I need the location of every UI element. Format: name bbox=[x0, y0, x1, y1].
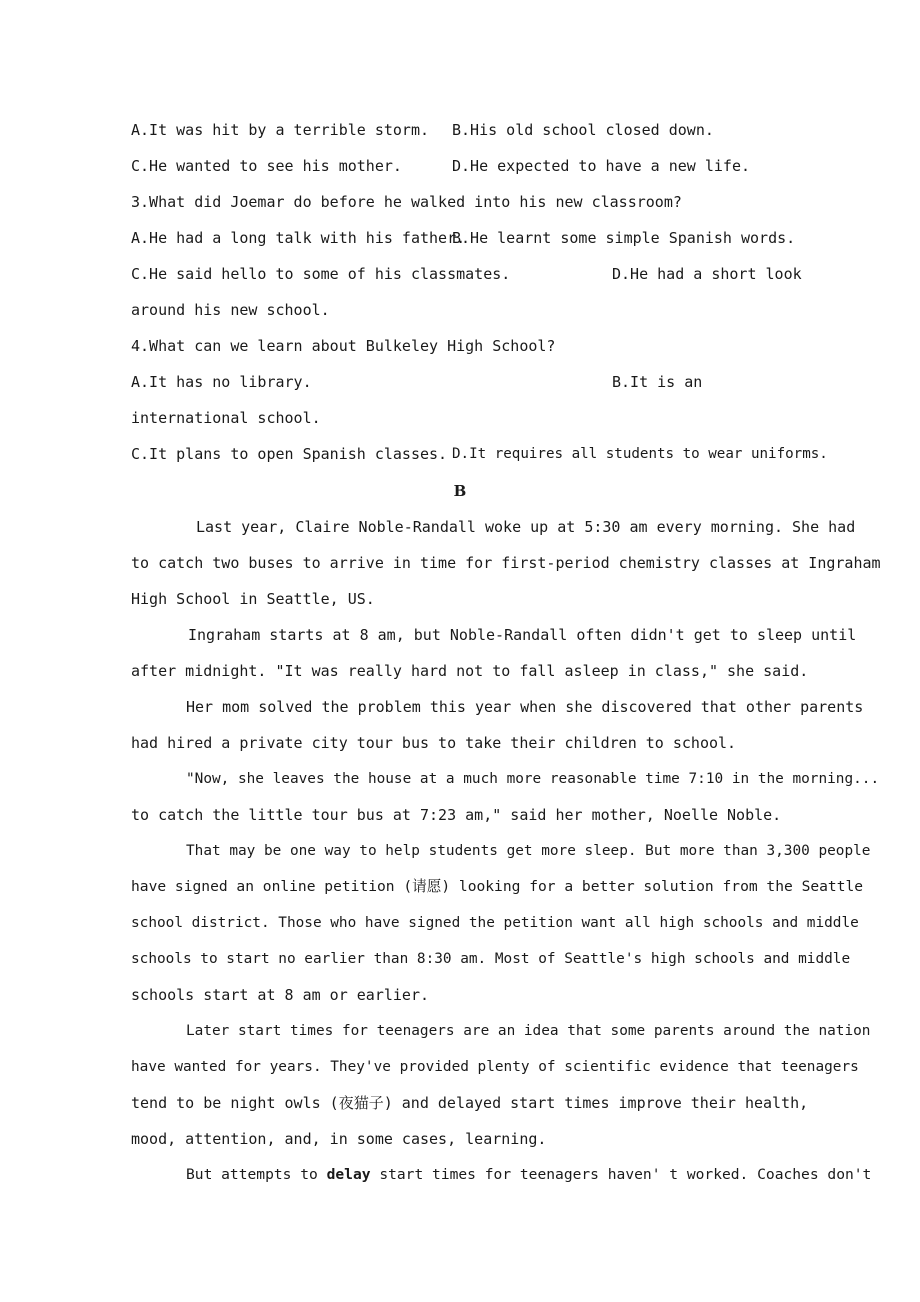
passage-line: Last year, Claire Noble-Randall woke up at 5:30 am every morning. She had bbox=[196, 518, 856, 536]
passage-line: schools to start no earlier than 8:30 am. Most of Seattle's high schools and middle bbox=[131, 951, 851, 967]
q4-option-b: B.It is an bbox=[612, 373, 703, 391]
passage-line: "Now, she leaves the house at a much more reasonable time 7:10 in the morning... bbox=[186, 771, 880, 787]
q4-option-a: A.It has no library. bbox=[131, 373, 312, 391]
q3-option-d-continued: around his new school. bbox=[131, 301, 330, 319]
passage-line: have wanted for years. They've provided plenty of scientific evidence that teenagers bbox=[131, 1059, 859, 1075]
q2-option-b: B.His old school closed down. bbox=[452, 121, 714, 139]
q3-option-b: B.He learnt some simple Spanish words. bbox=[452, 229, 796, 247]
passage-line: school district. Those who have signed the petition want all high schools and middle bbox=[131, 915, 859, 931]
section-heading: B bbox=[453, 482, 467, 500]
q4-option-c: C.It plans to open Spanish classes. bbox=[131, 445, 448, 463]
passage-line-last bbox=[186, 1165, 871, 1185]
passage-line: tend to be night owls (夜猫子) and delayed start times improve their health, bbox=[131, 1094, 809, 1112]
passage-text: But attempts to bbox=[186, 1166, 327, 1183]
passage-line: to catch the little tour bus at 7:23 am," said her mother, Noelle Noble. bbox=[131, 806, 782, 824]
passage-line: have signed an online petition (请愿) looking for a better solution from the Seattle bbox=[131, 878, 864, 895]
passage-line: schools start at 8 am or earlier. bbox=[131, 986, 430, 1004]
passage-line: mood, attention, and, in some cases, learning. bbox=[131, 1130, 547, 1148]
passage-line: Later start times for teenagers are an idea that some parents around the nation bbox=[186, 1023, 871, 1039]
passage-text: start times for teenagers haven' t worked. Coaches don't bbox=[370, 1166, 872, 1183]
q4-option-b-continued: international school. bbox=[131, 409, 321, 427]
highlighted-word-delay: delay bbox=[326, 1166, 371, 1183]
q2-option-a: A.It was hit by a terrible storm. bbox=[131, 121, 430, 139]
q3-question: 3.What did Joemar do before he walked into his new classroom? bbox=[131, 193, 682, 211]
passage-line: Ingraham starts at 8 am, but Noble-Randall often didn't get to sleep until bbox=[188, 626, 857, 644]
passage-line: had hired a private city tour bus to take their children to school. bbox=[131, 734, 737, 752]
q2-option-c: C.He wanted to see his mother. bbox=[131, 157, 402, 175]
q4-question: 4.What can we learn about Bulkeley High School? bbox=[131, 337, 556, 355]
passage-line: That may be one way to help students get more sleep. But more than 3,300 people bbox=[186, 843, 871, 859]
q3-option-c: C.He said hello to some of his classmates. bbox=[131, 265, 511, 283]
passage-line: after midnight. "It was really hard not to fall asleep in class," she said. bbox=[131, 662, 809, 680]
q3-option-d: D.He had a short look bbox=[612, 265, 802, 283]
passage-line: High School in Seattle, US. bbox=[131, 590, 375, 608]
q4-option-d: D.It requires all students to wear uniforms. bbox=[452, 446, 828, 462]
q3-option-a: A.He had a long talk with his father. bbox=[131, 229, 466, 247]
passage-line: to catch two buses to arrive in time for first-period chemistry classes at Ingraham bbox=[131, 554, 881, 572]
passage-line: Her mom solved the problem this year when she discovered that other parents bbox=[186, 698, 864, 716]
q2-option-d: D.He expected to have a new life. bbox=[452, 157, 751, 175]
